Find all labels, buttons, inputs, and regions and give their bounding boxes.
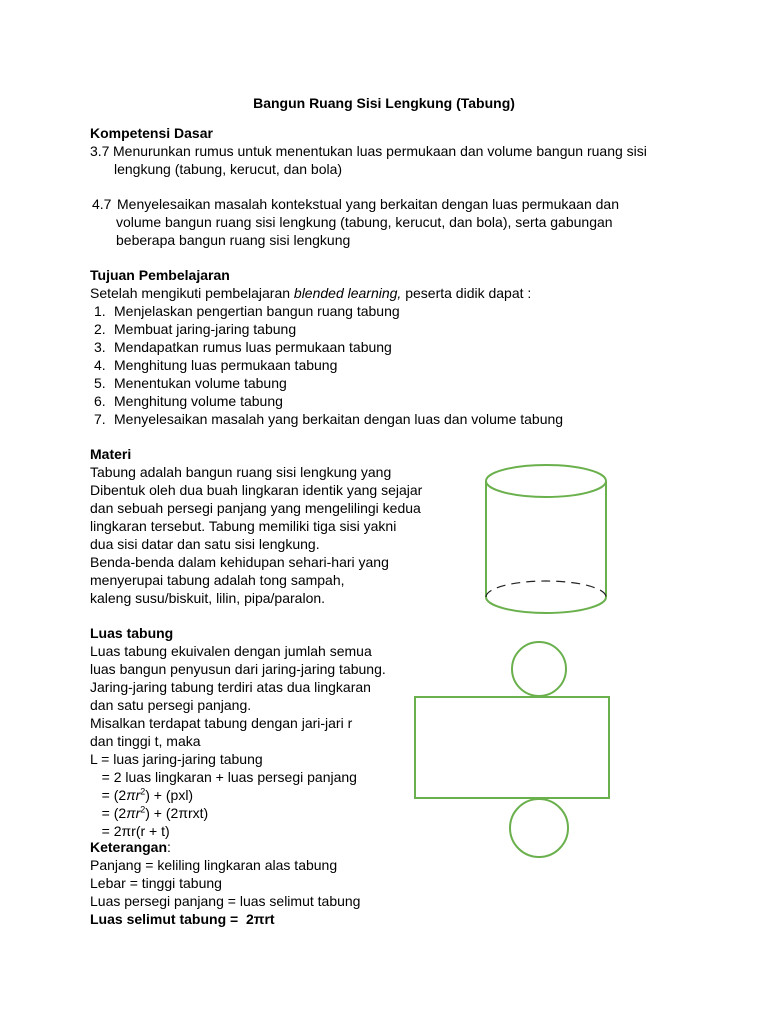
tujuan-list-item <box>94 392 283 410</box>
luas-heading: Luas tabung <box>90 625 174 641</box>
kd-item-1-number: 3.7 <box>90 143 110 159</box>
tujuan-intro-post: peserta didik dapat : <box>401 285 532 301</box>
keterangan-colon: : <box>167 839 171 855</box>
formula-line: = 2 luas lingkaran + luas persegi panjang <box>90 769 357 785</box>
cylinder-net-figure <box>415 642 609 857</box>
materi-line: menyerupai tabung adalah tong sampah, <box>90 572 345 588</box>
cylinder-top-ellipse <box>486 465 606 497</box>
tujuan-item-number: 1. <box>94 303 106 319</box>
keterangan-line: Luas persegi panjang = luas selimut tabung <box>90 893 361 909</box>
tujuan-item-number: 3. <box>94 339 106 355</box>
cylinder-bottom-front-arc <box>486 597 606 613</box>
kd-item-2-line-1: Menyelesaikan masalah kontekstual yang berkaitan dengan luas permukaan dan <box>117 196 619 212</box>
formula-superscript: 2 <box>140 804 146 815</box>
luas-line: dan satu persegi panjang. <box>90 697 252 713</box>
luas-line: dan tinggi t, maka <box>90 733 201 749</box>
formula-part: πr <box>126 787 141 803</box>
tujuan-item-text: Menghitung volume tabung <box>114 393 283 409</box>
tujuan-item-text: Menyelesaikan masalah yang berkaitan dengan luas dan volume tabung <box>114 411 564 427</box>
tujuan-intro-pre: Setelah mengikuti pembelajaran <box>90 285 294 301</box>
kd-item-2-number: 4.7 <box>92 196 112 212</box>
net-top-circle <box>512 642 566 696</box>
tujuan-item-text: Membuat jaring-jaring tabung <box>114 321 297 337</box>
materi-line: Benda-benda dalam kehidupan sehari-hari yang <box>90 554 389 570</box>
luas-line: luas bangun penyusun dari jaring-jaring tabung. <box>90 661 386 677</box>
page-title: Bangun Ruang Sisi Lengkung (Tabung) <box>253 95 515 111</box>
tujuan-item-number: 7. <box>94 411 106 427</box>
tujuan-item-number: 2. <box>94 321 106 337</box>
formula-part: = (2 <box>90 787 127 803</box>
tujuan-list-item <box>94 356 337 374</box>
tujuan-item-text: Menghitung luas permukaan tabung <box>114 357 338 373</box>
cylinder-bottom-hidden-arc <box>486 581 606 597</box>
tujuan-list-item <box>94 302 400 320</box>
keterangan-heading-line <box>90 838 171 856</box>
keterangan-line: Lebar = tinggi tabung <box>90 875 222 891</box>
materi-line: dua sisi datar dan satu sisi lengkung. <box>90 536 320 552</box>
luas-line: Jaring-jaring tabung terdiri atas dua lingkaran <box>90 679 371 695</box>
keterangan-heading: Keterangan <box>90 839 168 855</box>
tujuan-list-item <box>94 374 287 392</box>
net-rectangle <box>415 697 609 798</box>
materi-line: Dibentuk oleh dua buah lingkaran identik yang sejajar <box>90 482 423 498</box>
materi-line: kaleng susu/biskuit, lilin, pipa/paralon. <box>90 590 326 606</box>
kd-item-1-line-2: lengkung (tabung, kerucut, dan bola) <box>114 161 343 177</box>
cylinder-figure <box>486 465 606 613</box>
kd-item-1-line-1: Menurunkan rumus untuk menentukan luas permukaan dan volume bangun ruang sisi <box>113 143 647 159</box>
tujuan-item-text: Menjelaskan pengertian bangun ruang tabung <box>114 303 400 319</box>
kd-item-2-line-2: volume bangun ruang sisi lengkung (tabung, kerucut, dan bola), serta gabungan <box>116 214 613 230</box>
materi-line: Tabung adalah bangun ruang sisi lengkung yang <box>90 464 392 480</box>
kd-heading: Kompetensi Dasar <box>90 125 213 141</box>
keterangan-line: Panjang = keliling lingkaran alas tabung <box>90 857 338 873</box>
tujuan-list-item <box>94 320 296 338</box>
formula-line <box>90 804 208 822</box>
formula-part: ) + (pxl) <box>145 787 194 803</box>
tujuan-heading: Tujuan Pembelajaran <box>90 267 230 283</box>
tujuan-item-number: 5. <box>94 375 106 391</box>
luas-line: Misalkan terdapat tabung dengan jari-jari r <box>90 715 353 731</box>
formula-part: πr <box>126 805 141 821</box>
formula-line: L = luas jaring-jaring tabung <box>90 751 263 767</box>
net-bottom-circle <box>510 799 568 857</box>
formula-superscript: 2 <box>140 786 146 797</box>
materi-line: lingkaran tersebut. Tabung memiliki tiga sisi yakni <box>90 518 397 534</box>
formula-line: = 2πr(r + t) <box>90 823 170 839</box>
tujuan-item-number: 6. <box>94 393 106 409</box>
tujuan-item-text: Mendapatkan rumus luas permukaan tabung <box>114 339 392 355</box>
tujuan-list-item <box>94 338 392 356</box>
tujuan-list-item <box>94 410 563 428</box>
tujuan-intro-italic: blended learning, <box>293 285 402 301</box>
luas-selimut-formula: Luas selimut tabung = 2πrt <box>90 911 275 927</box>
luas-line: Luas tabung ekuivalen dengan jumlah semua <box>90 643 372 659</box>
materi-heading: Materi <box>90 446 132 462</box>
formula-line <box>90 786 193 804</box>
formula-part: ) + (2πrxt) <box>145 805 209 821</box>
tujuan-intro <box>90 284 531 302</box>
tujuan-item-number: 4. <box>94 357 106 373</box>
kd-item-2-line-3: beberapa bangun ruang sisi lengkung <box>116 232 351 248</box>
formula-part: = (2 <box>90 805 127 821</box>
materi-line: dan sebuah persegi panjang yang mengelilingi kedua <box>90 500 421 516</box>
tujuan-item-text: Menentukan volume tabung <box>114 375 287 391</box>
